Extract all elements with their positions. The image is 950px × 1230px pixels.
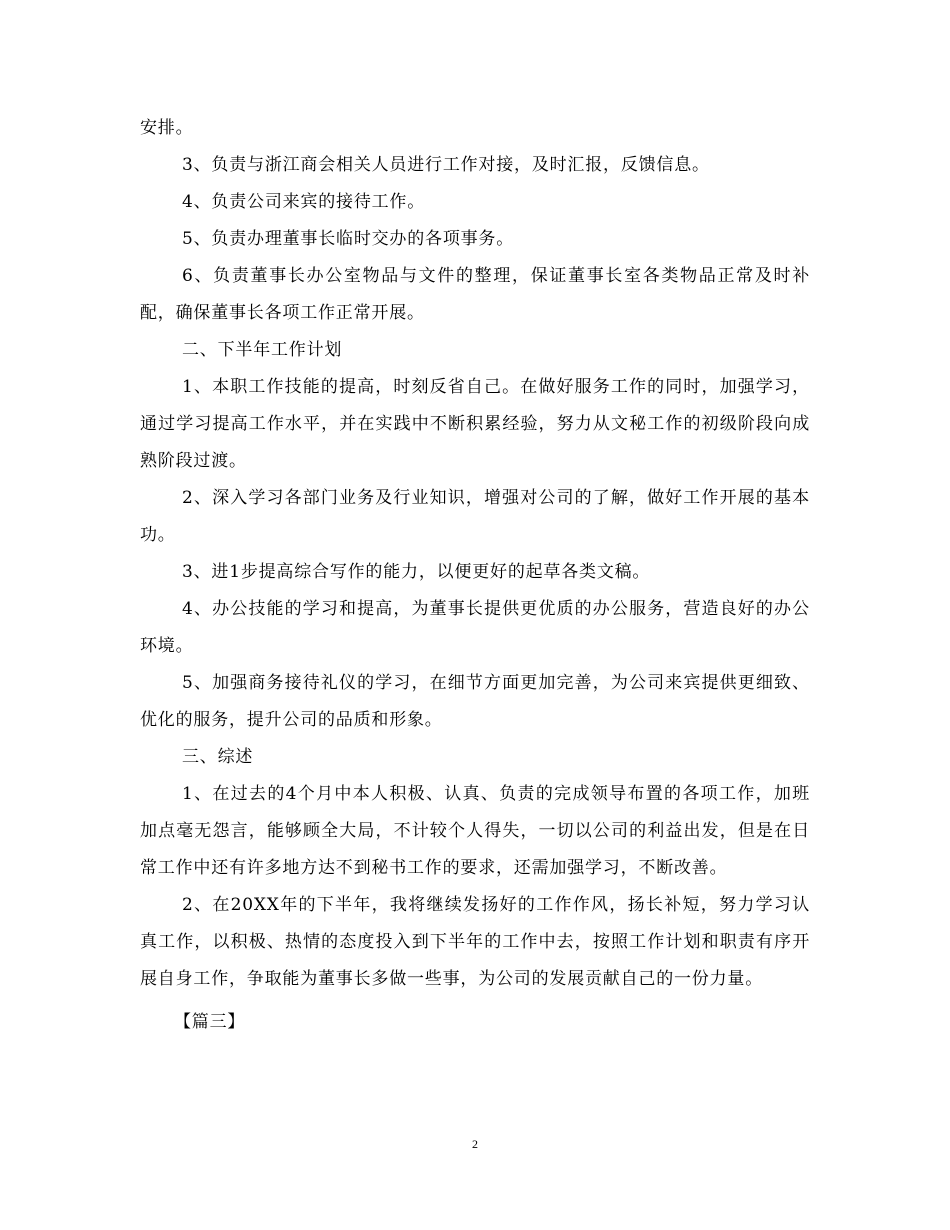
paragraph-item-4-reception: 4、负责公司来宾的接待工作。 [182,192,426,212]
paragraph-item-6-office-supplies: 6、负责董事长办公室物品与文件的整理，保证董事长室各类物品正常及时补配，确保董事长各项工作正常开展。 [140,266,810,323]
paragraph-summary-2: 2、在20XX年的下半年，我将继续发扬好的工作作风，扬长补短，努力学习认真工作，以积极、热情的态度投入到下半年的工作中去，按照工作计划和职责有序开展自身工作，争取能为董事长多做一些事，为公司的发展贡献自己的一份力量。 [140,895,810,989]
document-body [140,110,810,1041]
paragraph-plan-4-office-skills: 4、办公技能的学习和提高，为董事长提供更优质的办公服务，营造良好的办公环境。 [140,599,810,656]
paragraph-plan-3-writing: 3、进1步提高综合写作的能力，以便更好的起草各类文稿。 [182,562,651,582]
paragraph-item-3-liaison: 3、负责与浙江商会相关人员进行工作对接，及时汇报，反馈信息。 [182,155,710,175]
section-heading-second-half-plan: 二、下半年工作计划 [182,340,343,360]
paragraph-item-5-temporary-tasks: 5、负责办理董事长临时交办的各项事务。 [182,229,515,249]
paragraph-continuation: 安排。 [140,118,194,138]
page-number: 2 [472,1137,478,1151]
section-mark-part-three: 【篇三】 [174,1012,246,1032]
paragraph-plan-2-knowledge: 2、深入学习各部门业务及行业知识，增强对公司的了解，做好工作开展的基本功。 [140,488,810,545]
paragraph-plan-1-skills: 1、本职工作技能的提高，时刻反省自己。在做好服务工作的同时，加强学习，通过学习提高工作水平，并在实践中不断积累经验，努力从文秘工作的初级阶段向成熟阶段过渡。 [140,377,810,471]
paragraph-summary-1: 1、在过去的4个月中本人积极、认真、负责的完成领导布置的各项工作，加班加点毫无怨言，能够顾全大局，不计较个人得失，一切以公司的利益出发，但是在日常工作中还有许多地方达不到秘书工作的要求，还需加强学习，不断改善。 [140,784,810,878]
paragraph-plan-5-etiquette: 5、加强商务接待礼仪的学习，在细节方面更加完善，为公司来宾提供更细致、优化的服务，提升公司的品质和形象。 [140,673,810,730]
section-heading-summary: 三、综述 [182,747,254,767]
